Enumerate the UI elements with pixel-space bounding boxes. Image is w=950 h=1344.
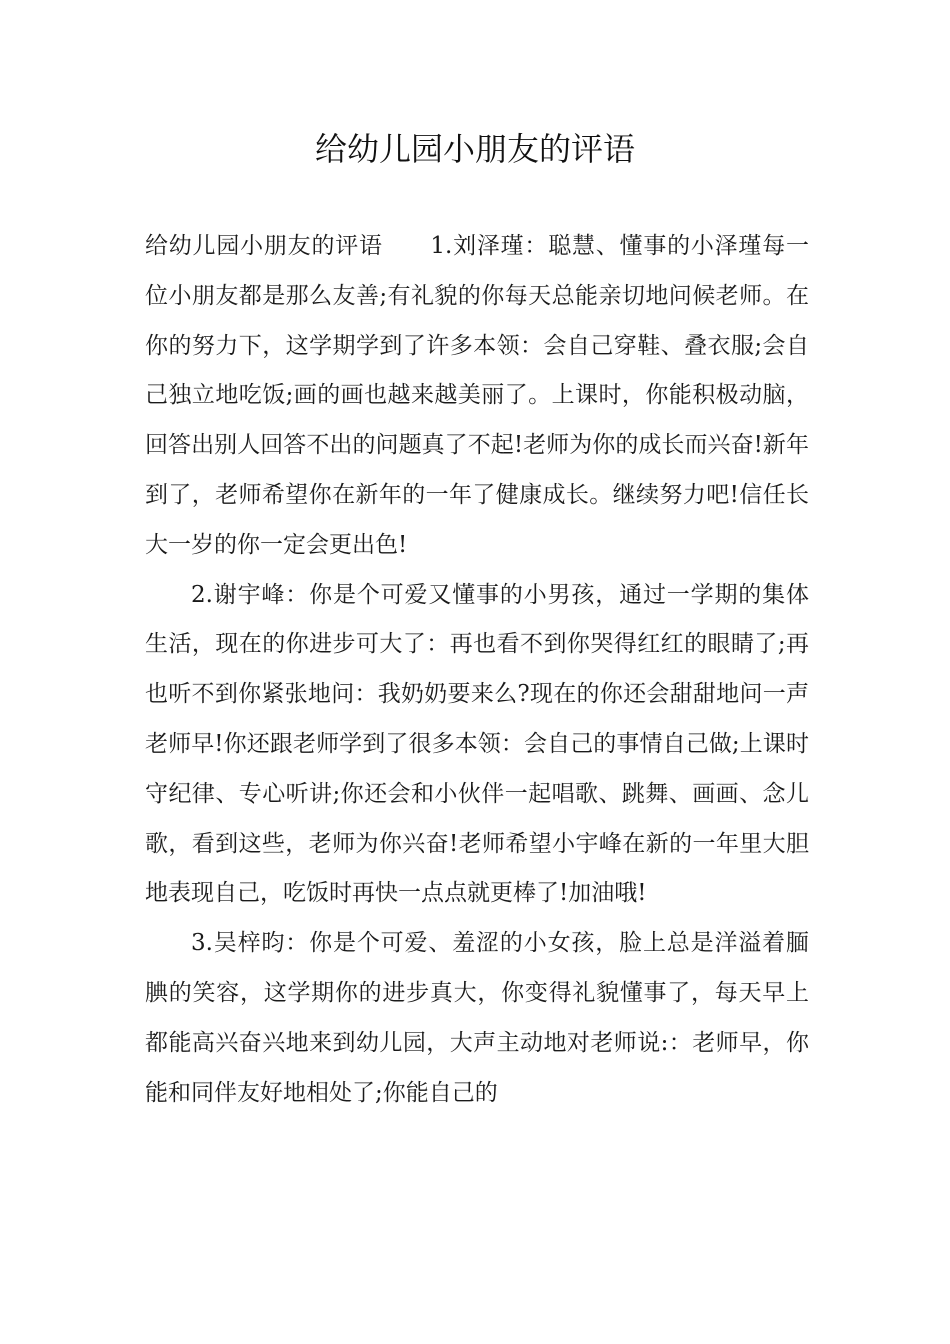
paragraph-xie-yufeng: 2.谢宇峰：你是个可爱又懂事的小男孩，通过一学期的集体生活，现在的你进步可大了：再也看不到你哭得红红的眼睛了;再也听不到你紧张地问：我奶奶要来么?现在的你还会甜甜地问一声老师早!你还跟老师学到了很多本领：会自己的事情自己做;上课时守纪律、专心听讲;你还会和小伙伴一起唱歌、跳舞、画画、念儿歌，看到这些，老师为你兴奋!老师希望小宇峰在新的一年里大胆地表现自己，吃饭时再快一点点就更棒了!加油哦! xyxy=(145,581,809,907)
paragraph-intro-liu-zejin: 给幼儿园小朋友的评语 1.刘泽瑾：聪慧、懂事的小泽瑾每一位小朋友都是那么友善;有礼貌的你每天总能亲切地问候老师。在你的努力下，这学期学到了许多本领：会自己穿鞋、叠衣服;会自己独立地吃饭;画的画也越来越美丽了。上课时，你能积极动脑，回答出别人回答不出的问题真了不起!老师为你的成长而兴奋!新年到了，老师希望你在新年的一年了健康成长。继续努力吧!信任长大一岁的你一定会更出色! xyxy=(145,233,809,558)
document-body xyxy=(145,222,809,1118)
paragraph-wu-ziyun: 3.吴梓昀：你是个可爱、羞涩的小女孩，脸上总是洋溢着腼腆的笑容，这学期你的进步真大，你变得礼貌懂事了，每天早上都能高兴奋兴地来到幼儿园，大声主动地对老师说:：老师早，你能和同伴友好地相处了;你能自己的 xyxy=(145,930,809,1106)
document-title: 给幼儿园小朋友的评语 xyxy=(314,130,635,168)
